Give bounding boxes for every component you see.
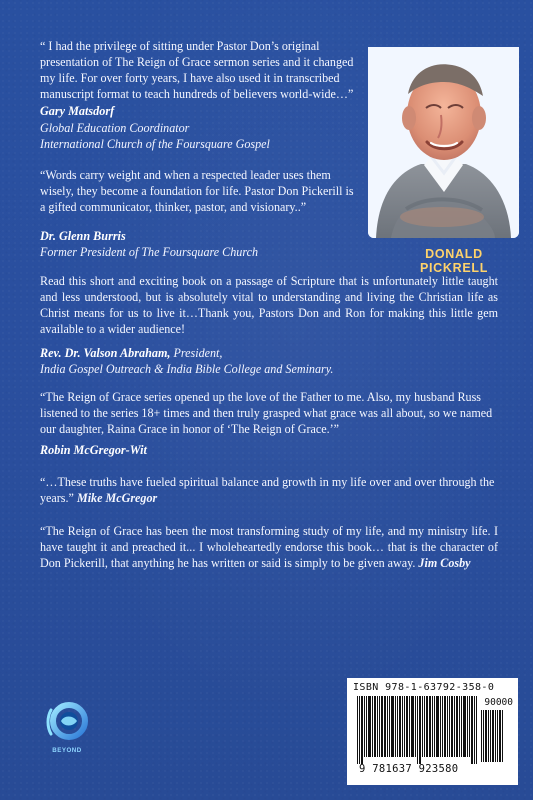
barcode-addon-bar xyxy=(499,710,501,762)
barcode-bar xyxy=(389,696,390,757)
barcode-graphic xyxy=(357,696,507,776)
barcode-bar xyxy=(381,696,383,757)
barcode-bar xyxy=(409,696,410,757)
quote-5-text: “…These truths have fueled spiritual balance and growth in my life over and over through the years.” xyxy=(40,475,495,505)
quote-3-name-line xyxy=(40,345,460,361)
barcode-bar xyxy=(417,696,418,764)
barcode-addon-bar xyxy=(488,710,489,762)
barcode-bar xyxy=(406,696,408,757)
quote-1-text: “ I had the privilege of sitting under Pastor Don’s original presentation of The Reign of Grace sermon series and it changed my life. For over forty years, I have also used it in transcribed manuscript format to teach hundreds of believers world-wide…” xyxy=(40,39,354,101)
barcode-bar xyxy=(444,696,446,757)
barcode-bar xyxy=(471,696,473,764)
barcode-bar xyxy=(474,696,475,764)
quote-1-name: Gary Matsdorf xyxy=(40,104,115,118)
barcode-bar xyxy=(434,696,435,757)
barcode-addon-bar xyxy=(492,710,494,762)
barcode-bar xyxy=(415,696,416,757)
barcode-bar xyxy=(432,696,433,757)
barcode-bar xyxy=(422,696,423,757)
barcode-bar xyxy=(404,696,405,757)
barcode-bar xyxy=(424,696,425,757)
barcode-bar xyxy=(461,696,462,757)
barcode-bar xyxy=(391,696,394,757)
barcode-bar xyxy=(374,696,376,757)
barcode-bar xyxy=(469,696,470,757)
barcode-bar xyxy=(402,696,403,757)
isbn-barcode-panel xyxy=(347,678,518,785)
isbn-label: ISBN 978-1-63792-358-0 xyxy=(353,682,495,693)
barcode-bar xyxy=(456,696,458,757)
quote-5-name: Mike McGregor xyxy=(73,491,158,505)
price-code: 90000 xyxy=(484,697,513,708)
portrait-photo xyxy=(368,47,519,238)
portrait-illustration xyxy=(368,47,519,238)
quote-2-text: “Words carry weight and when a respected leader uses them wisely, they become a foundation for life. Pastor Don Pickerill is a gifted communicator, thinker, pastor, and visionary..” xyxy=(40,168,354,214)
barcode-addon-bar xyxy=(485,710,487,762)
barcode-bar xyxy=(426,696,428,757)
barcode-addon-bar xyxy=(502,710,503,762)
barcode-addon-bar xyxy=(483,710,484,762)
barcode-bar xyxy=(459,696,460,757)
barcode-bar xyxy=(429,696,431,757)
barcode-bar xyxy=(361,696,363,764)
quote-3-name-suffix: President, xyxy=(170,346,223,360)
barcode-addon-bar xyxy=(481,710,482,762)
barcode-bar xyxy=(372,696,373,757)
quote-1-title-line-2: International Church of the Foursquare Gospel xyxy=(40,137,270,151)
barcode-bar xyxy=(440,696,441,757)
barcode-bar xyxy=(379,696,380,757)
quote-3-title: India Gospel Outreach & India Bible College and Seminary. xyxy=(40,362,334,376)
quote-3-name: Rev. Dr. Valson Abraham, xyxy=(40,346,171,360)
barcode-addon-bar xyxy=(497,710,498,762)
barcode-bar xyxy=(368,696,371,757)
barcode-bar xyxy=(451,696,453,757)
barcode-bar xyxy=(467,696,468,757)
barcode-bar xyxy=(454,696,455,757)
barcode-bar xyxy=(395,696,396,757)
barcode-bar xyxy=(447,696,448,757)
barcode-addon-bars xyxy=(481,710,503,762)
publisher-name: BEYOND xyxy=(52,747,82,754)
quote-5-paragraph xyxy=(40,474,498,506)
barcode-bar xyxy=(419,696,421,764)
barcode-bar xyxy=(476,696,477,764)
barcode-bar xyxy=(399,696,401,757)
barcode-bar xyxy=(411,696,414,757)
barcode-bar xyxy=(397,696,398,757)
barcode-bar xyxy=(364,696,365,757)
publisher-logo xyxy=(40,684,94,772)
quote-4-name: Robin McGregor-Wit xyxy=(40,443,147,457)
barcode-bar xyxy=(357,696,358,764)
quote-2-title: Former President of The Foursquare Church xyxy=(40,245,259,259)
quote-6-paragraph xyxy=(40,523,498,571)
barcode-main-bars xyxy=(357,696,477,764)
barcode-bar xyxy=(436,696,439,757)
photo-caption: DONALD PICKRELL xyxy=(419,247,489,275)
barcode-bar xyxy=(377,696,378,757)
barcode-number: 9 781637 923580 xyxy=(359,763,459,775)
quote-6-name: Jim Cosby xyxy=(415,556,471,570)
barcode-addon-bar xyxy=(495,710,496,762)
quote-4-text: “The Reign of Grace series opened up the love of the Father to me. Also, my husband Russ listened to the series 18+ times and then truly grasped what grace was all about, so we named our daughter, Raina Grace in honor of ‘The Reign of Grace.’” xyxy=(40,390,493,436)
quote-3-text: Read this short and exciting book on a passage of Scripture that is unfortunately little taught and less understood, but is absolutely vital to understanding and living the Christian life as Christ means for us to live it…Thank you, Pastors Don and Ron for making this little gem available to a wider audience! xyxy=(40,274,498,336)
barcode-bar xyxy=(442,696,443,757)
barcode-bar xyxy=(359,696,360,764)
barcode-bar xyxy=(449,696,450,757)
quote-1-title-line-1: Global Education Coordinator xyxy=(40,121,190,135)
barcode-addon-bar xyxy=(490,710,491,762)
barcode-bar xyxy=(384,696,386,757)
barcode-bar xyxy=(387,696,388,757)
barcode-bar xyxy=(366,696,367,757)
quote-6-text: “The Reign of Grace has been the most transforming study of my life, and my ministry life. I have taught it and preached it... I wholeheartedly endorse this book… that is the character of Don Pickerill, that anything he has written or said is simply to be given away. xyxy=(40,524,498,570)
quote-2-name: Dr. Glenn Burris xyxy=(40,229,126,243)
barcode-bar xyxy=(463,696,466,757)
